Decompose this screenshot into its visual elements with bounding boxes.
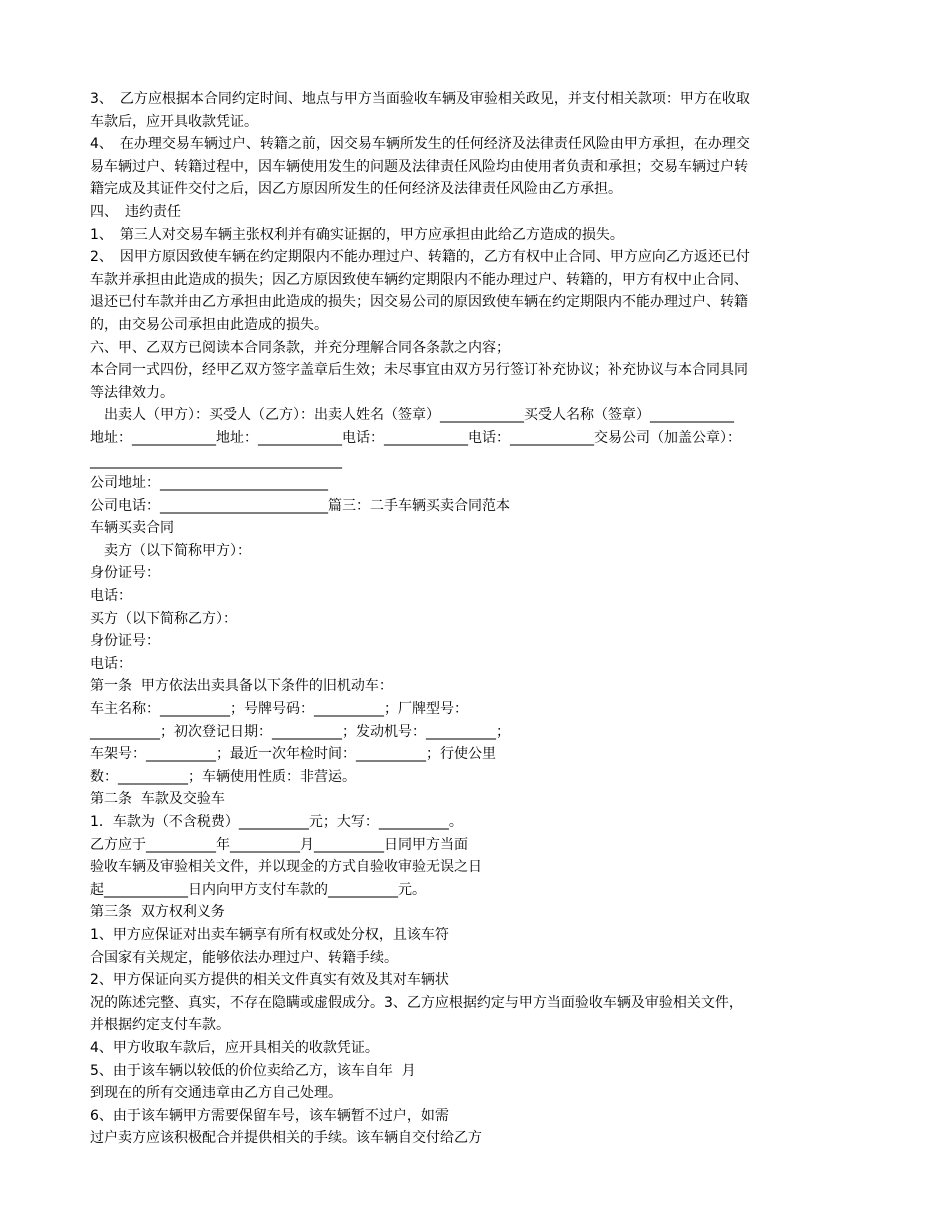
text-line: 并根据约定支付车款。 (90, 1017, 230, 1034)
text-line: 数：__________；车辆使用性质：非营运。 (90, 768, 356, 785)
text-line: 过户卖方应该积极配合并提供相关的手续。该车辆自交付给乙方 (90, 1130, 482, 1147)
article-heading: 第一条 甲方依法出卖具备以下条件的旧机动车： (90, 678, 393, 695)
phone-line: 电话： (90, 655, 132, 672)
seller-line: 卖方（以下简称甲方）： (90, 542, 251, 559)
text-line: 2、甲方保证向买方提供的相关文件真实有效及其对车辆状 (90, 972, 449, 989)
phone-line: 电话： (90, 588, 132, 605)
document-page (90, 88, 860, 1150)
text-line: 到现在的所有交通违章由乙方自己处理。 (90, 1085, 342, 1102)
company-phone-line: 公司电话：________________________篇三：二手车辆买卖合同范本 (90, 497, 510, 514)
id-number-line: 身份证号： (90, 565, 160, 582)
company-address-line: 公司地址：________________________ (90, 475, 328, 492)
text-line: 1．车款为（不含税费）__________元；大写：__________。 (90, 814, 463, 830)
section-heading: 四、 违约责任 (90, 203, 181, 220)
text-line: 起____________日内向甲方支付车款的__________元。 (90, 881, 426, 898)
article-heading: 第二条 车款及交验车 (90, 791, 225, 808)
text-line: 车主名称：__________；号牌号码：__________；厂牌型号： (90, 701, 468, 718)
text-line: 验收车辆及审验相关文件，并以现金的方式自验收审验无误之日 (90, 859, 482, 876)
text-line: 等法律效力。 (90, 384, 174, 401)
text-line: 籍完成及其证件交付之后，因乙方原因所发生的任何经济及法律责任风险由乙方承担。 (90, 181, 622, 198)
text-line: 4、甲方收取车款后，应开具相关的收款凭证。 (90, 1039, 379, 1056)
text-line: 易车辆过户、转籍过程中，因车辆使用发生的问题及法律责任风险均由使用者负责和承担；交易车辆过户转 (90, 158, 748, 175)
text-line: 乙方应于__________年__________月__________日同甲方当面 (90, 836, 468, 853)
text-line: 的，由交易公司承担由此造成的损失。 (90, 316, 328, 333)
text-line: 况的陈述完整、真实，不存在隐瞒或虚假成分。3、乙方应根据约定与甲方当面验收车辆及审验相关文件， (90, 994, 743, 1011)
contract-title: 车辆买卖合同 (90, 520, 174, 537)
text-line: 车架号：__________；最近一次年检时间：__________；行使公里 (90, 746, 496, 763)
text-line: __________；初次登记日期：__________；发动机号：__________； (90, 723, 510, 740)
text-line: 六、甲、乙双方已阅读本合同条款，并充分理解合同各条款之内容； (90, 339, 510, 356)
text-line: 3、 乙方应根据本合同约定时间、地点与甲方当面验收车辆及审验相关政见，并支付相关款项：甲方在收取 (90, 91, 750, 107)
text-line: 车款后，应开具收款凭证。 (90, 113, 258, 130)
text-line: 2、 因甲方原因致使车辆在约定期限内不能办理过户、转籍的，乙方有权中止合同、甲方应向乙方返还已付 (90, 249, 750, 266)
text-line: 5、由于该车辆以较低的价位卖给乙方，该车自年 月 (90, 1062, 416, 1079)
text-line: 4、 在办理交易车辆过户、转籍之前，因交易车辆所发生的任何经济及法律责任风险由甲方承担，在办理交 (90, 136, 750, 153)
text-line: 1、甲方应保证对出卖车辆享有所有权或处分权，且该车符 (90, 926, 449, 943)
text-line: 本合同一式四份，经甲乙双方签字盖章后生效；未尽事宜由双方另行签订补充协议；补充协议与本合同具同 (90, 362, 748, 379)
article-heading: 第三条 双方权利义务 (90, 904, 225, 921)
text-line: 合国家有关规定，能够依法办理过户、转籍手续。 (90, 949, 398, 966)
id-number-line: 身份证号： (90, 633, 160, 650)
signature-line: 出卖人（甲方）：买受人（乙方）：出卖人姓名（签章）____________买受人名称（签章）____________ (90, 407, 734, 424)
text-line: 1、 第三人对交易车辆主张权利并有确实证据的，甲方应承担由此给乙方造成的损失。 (90, 226, 624, 243)
address-line: 地址：____________地址：____________电话：____________电话：____________交易公司（加盖公章）： (90, 429, 741, 446)
text-line: 退还已付车款并由乙方承担由此造成的损失；因交易公司的原因致使车辆在约定期限内不能办理过户、转籍 (90, 294, 748, 311)
text-line: 6、由于该车辆甲方需要保留车号，该车辆暂不过户，如需 (90, 1107, 449, 1124)
text-line: 车款并承担由此造成的损失；因乙方原因致使车辆约定期限内不能办理过户、转籍的，甲方有权中止合同、 (90, 271, 748, 288)
buyer-line: 买方（以下简称乙方）： (90, 610, 237, 627)
blank-line: ____________________________________ (90, 452, 342, 469)
